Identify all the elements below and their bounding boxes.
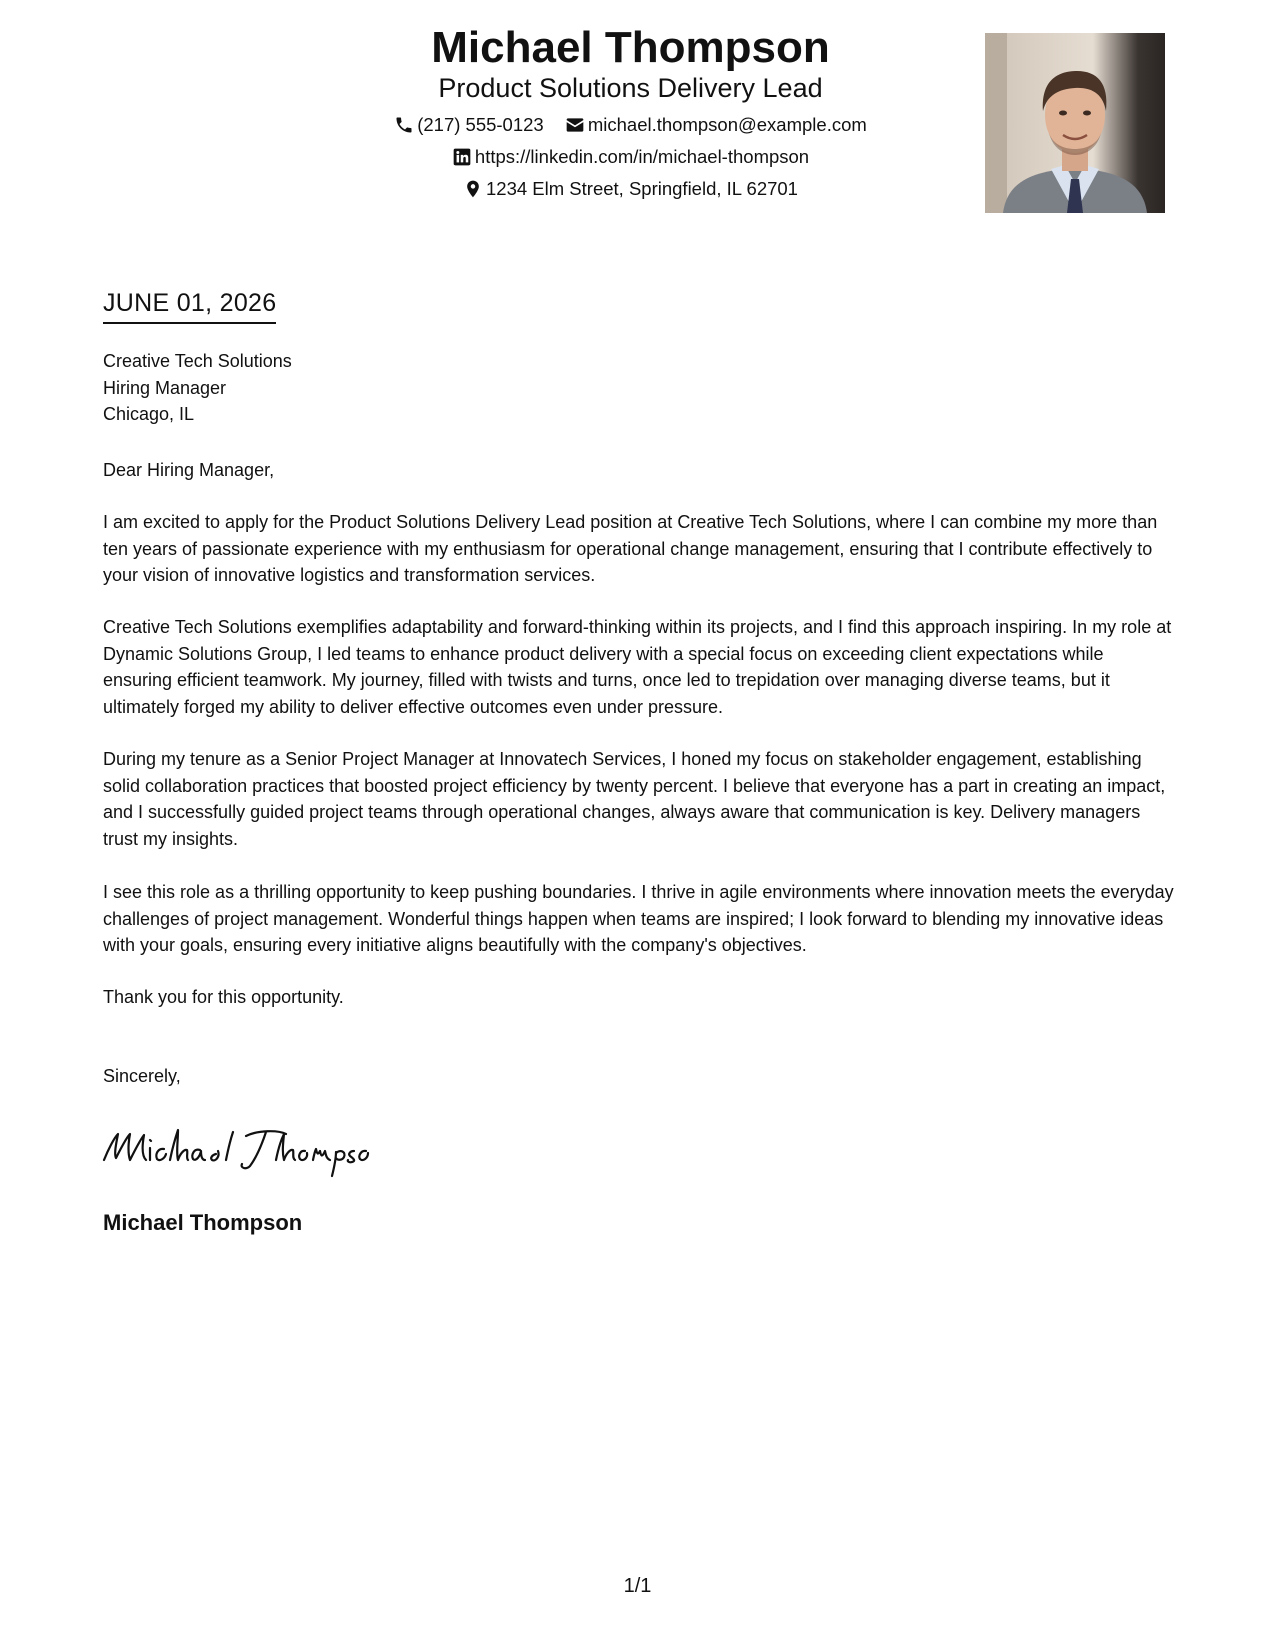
paragraph-text: Thank you for this opportunity. (103, 987, 344, 1007)
paragraph-text: Creative Tech Solutions exemplifies adaptability and forward-thinking within its projects, and I find this approach inspiring. In my role at Dynamic Solutions Group, I led teams to enhance product delivery with a special focus on exceeding client expectations while ensuring efficient teamwork. My journey, filled with twists and turns, once led to trepidation over managing diverse teams, but it ultimately forged my ability to deliver effective outcomes even under pressure. (103, 617, 1172, 717)
signer-name: Michael Thompson (103, 1210, 303, 1235)
paragraph-text: I am excited to apply for the Product Solutions Delivery Lead position at Creative Tech Solutions, where I can combine my more than ten years of passionate experience with my enthusiasm for operational change management, ensuring that I contribute effectively to your vision of innovative logistics and transformation services. (103, 512, 1158, 585)
body-paragraph (103, 746, 1175, 852)
contact-phone (394, 112, 544, 138)
phone-icon (394, 115, 414, 135)
letter-date: JUNE 01, 2026 (103, 286, 276, 324)
envelope-icon (565, 115, 585, 135)
page-number: 1/1 (623, 1575, 652, 1597)
greeting: Dear Hiring Manager, (103, 460, 275, 480)
contact-linkedin (452, 144, 809, 170)
body-paragraph (103, 614, 1175, 720)
linkedin-icon (452, 147, 472, 167)
map-pin-icon (463, 179, 483, 199)
linkedin-url[interactable]: https://linkedin.com/in/michael-thompson (474, 146, 810, 167)
handwritten-signature (100, 1120, 370, 1180)
closing: Sincerely, (103, 1066, 181, 1086)
paragraph-text: I see this role as a thrilling opportunity to keep pushing boundaries. I thrive in agile environments where innovation meets the everyday challenges of project management. Wonderful things happen when teams are inspired; I look forward to blending my innovative ideas with your goals, ensuring every initiative aligns beautifully with the company's objectives. (103, 882, 1174, 955)
contact-email (565, 112, 867, 138)
recipient-company: Creative Tech Solutions (103, 351, 292, 371)
contact-address (463, 176, 798, 202)
street-address: 1234 Elm Street, Springfield, IL 62701 (486, 178, 798, 199)
recipient-role: Hiring Manager (103, 377, 227, 398)
recipient-block (103, 348, 292, 428)
recipient-location: Chicago, IL (103, 404, 195, 424)
paragraph-text: During my tenure as a Senior Project Manager at Innovatech Services, I honed my focus on stakeholder engagement, establishing solid collaboration practices that boosted project efficiency by twenty percent. I believe that everyone has a part in creating an impact, and I successfully guided project teams through operational changes, always aware that communication is key. Delivery managers trust my insights. (103, 749, 1166, 849)
body-paragraph (103, 879, 1175, 959)
phone-number: (217) 555-0123 (417, 114, 544, 135)
body-paragraph (103, 509, 1175, 589)
profile-photo (985, 33, 1165, 213)
body-paragraph (103, 984, 1175, 1011)
email-address[interactable]: michael.thompson@example.com (587, 114, 867, 135)
job-title: Product Solutions Delivery Lead (438, 73, 823, 103)
applicant-name: Michael Thompson (431, 23, 830, 72)
